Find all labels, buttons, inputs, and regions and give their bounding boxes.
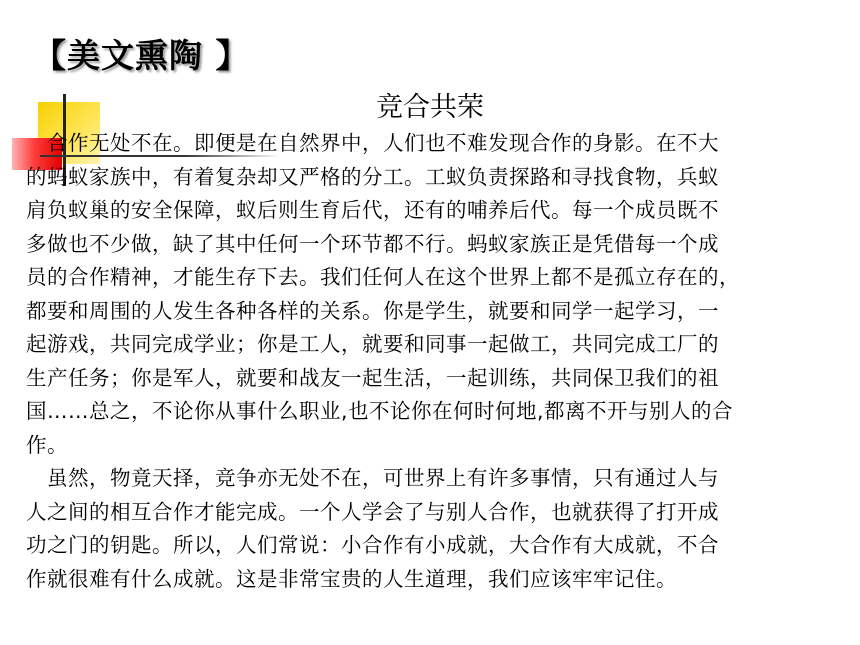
article-line: 多做也不少做，缺了其中任何一个环节都不行。蚂蚁家族正是凭借每一个成 bbox=[26, 231, 719, 256]
article-line: 作。 bbox=[26, 432, 68, 457]
article-line: 功之门的钥匙。所以，人们常说：小合作有小成就，大合作有大成就，不合 bbox=[26, 533, 719, 557]
article-line: 起游戏，共同完成学业；你是工人，就要和同事一起做工，共同完成工厂的 bbox=[26, 332, 719, 356]
article-line: 都要和周围的人发生各种各样的关系。你是学生，就要和同学一起学习，一 bbox=[26, 298, 719, 323]
article-title: 竞合共荣 bbox=[376, 92, 484, 123]
article-line: 员的合作精神，才能生存下去。我们任何人在这个世界上都不是孤立存在的， bbox=[26, 265, 740, 289]
article-line: 虽然，物竟天择，竞争亦无处不在，可世界上有许多事情，只有通过人与 bbox=[26, 466, 719, 490]
article-line: 人之间的相互合作才能完成。一个人学会了与别人合作，也就获得了打开成 bbox=[26, 499, 719, 524]
section-heading: 【美文熏陶 】 bbox=[33, 36, 250, 75]
article-line: 肩负蚁巢的安全保障，蚁后则生育后代，还有的哺养后代。每一个成员既不 bbox=[26, 198, 719, 222]
article-line: 的蚂蚁家族中，有着复杂却又严格的分工。工蚁负责探路和寻找食物，兵蚁 bbox=[26, 164, 719, 189]
article-line: 国……总之，不论你从事什么职业,也不论你在何时何地,都离不开与别人的合 bbox=[26, 399, 734, 423]
article-line: 作就很难有什么成就。这是非常宝贵的人生道理，我们应该牢牢记住。 bbox=[26, 566, 677, 591]
article-line: 合作无处不在。即便是在自然界中，人们也不难发现合作的身影。在不大 bbox=[26, 131, 719, 155]
article-body bbox=[26, 127, 836, 596]
article-line: 生产任务；你是军人，就要和战友一起生活，一起训练，共同保卫我们的祖 bbox=[26, 365, 719, 390]
